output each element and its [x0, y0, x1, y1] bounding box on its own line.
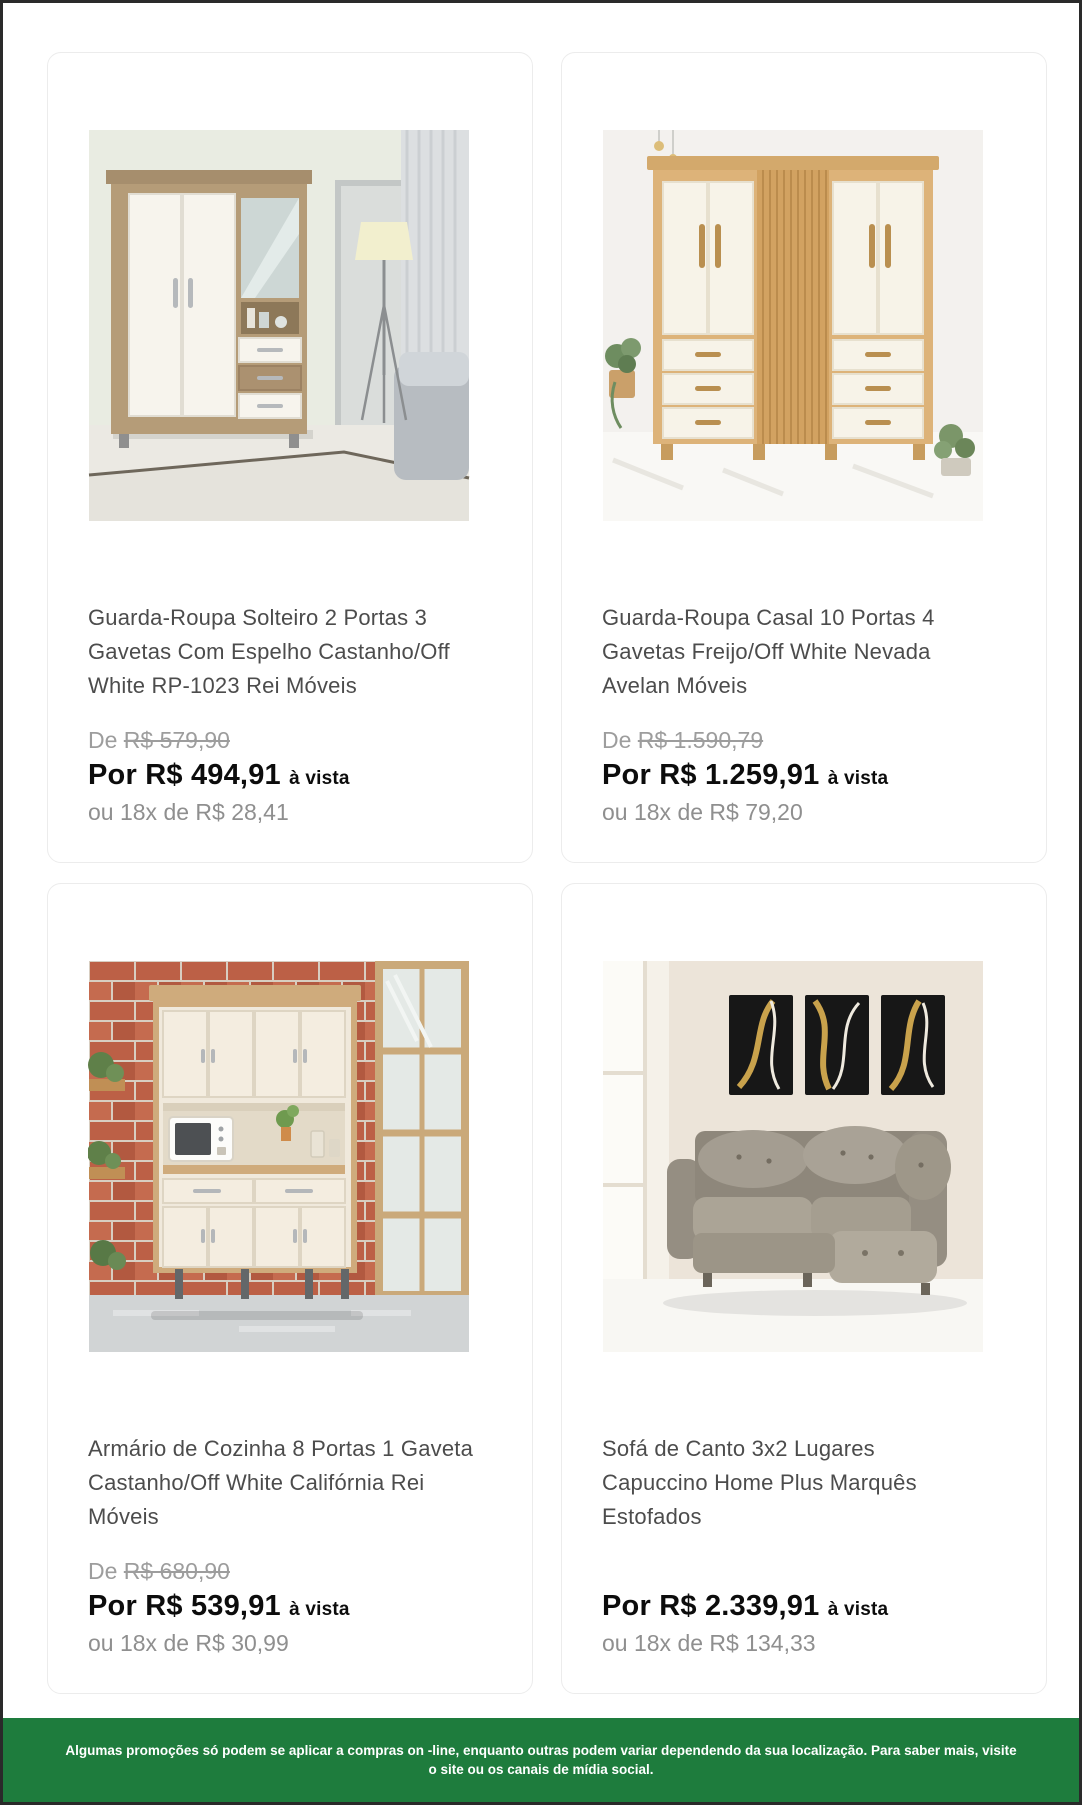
product-card[interactable] — [47, 883, 533, 1694]
price-block — [602, 724, 1008, 828]
product-card[interactable] — [561, 883, 1047, 1694]
price-value: R$ 494,91 — [145, 759, 281, 791]
product-image[interactable] — [602, 130, 984, 521]
installment-line: ou 18x de R$ 28,41 — [88, 799, 289, 825]
old-price-value: R$ 1.590,79 — [637, 727, 764, 753]
product-card[interactable] — [47, 52, 533, 863]
single-wardrobe-with-mirror-illustration — [88, 130, 470, 521]
product-image[interactable] — [88, 130, 470, 521]
price-block — [602, 1555, 1008, 1659]
promo-disclaimer-bar — [3, 1718, 1079, 1802]
old-price-value: R$ 680,90 — [123, 1558, 230, 1584]
price-value: R$ 2.339,91 — [659, 1590, 820, 1622]
product-image[interactable] — [602, 961, 984, 1352]
product-title-line: Capuccino Home Plus Marquês — [602, 1470, 917, 1495]
product-title — [602, 1432, 1008, 1534]
double-wardrobe-10-doors-illustration — [602, 130, 984, 521]
old-price-value: R$ 579,90 — [123, 727, 230, 753]
old-price-prefix: De — [88, 1558, 118, 1584]
product-title-line: White RP-1023 Rei Móveis — [88, 673, 357, 698]
price-prefix: Por — [88, 1590, 137, 1622]
installment-line: ou 18x de R$ 79,20 — [602, 799, 803, 825]
old-price-prefix: De — [88, 727, 118, 753]
current-price-line — [602, 1588, 1008, 1628]
price-value: R$ 1.259,91 — [659, 759, 820, 791]
price-prefix: Por — [602, 759, 651, 791]
cash-label: à vista — [289, 768, 350, 789]
price-block — [88, 724, 494, 828]
disclaimer-line: Algumas promoções só podem se aplicar a compras on -line, enquanto outras podem variar dependendo da sua localização. Para saber mais, visite — [65, 1743, 1017, 1758]
product-title — [88, 601, 494, 703]
product-title-line: Guarda-Roupa Solteiro 2 Portas 3 — [88, 605, 428, 630]
product-title-line: Móveis — [88, 1504, 159, 1529]
installment-line: ou 18x de R$ 134,33 — [602, 1630, 816, 1656]
disclaimer-line: o site ou os canais de mídia social. — [428, 1762, 654, 1777]
product-title-line: Sofá de Canto 3x2 Lugares — [602, 1436, 875, 1461]
current-price-line — [88, 757, 494, 797]
cash-label: à vista — [827, 768, 889, 789]
product-title-line: Castanho/Off White Califórnia Rei — [88, 1470, 425, 1495]
installment-line: ou 18x de R$ 30,99 — [88, 1630, 289, 1656]
product-title-line: Estofados — [602, 1504, 702, 1529]
cash-label: à vista — [827, 1599, 889, 1620]
product-grid — [47, 52, 1047, 1694]
current-price-line — [88, 1588, 494, 1628]
price-prefix: Por — [602, 1590, 651, 1622]
product-title-line: Guarda-Roupa Casal 10 Portas 4 — [602, 605, 935, 630]
price-block — [88, 1555, 494, 1659]
kitchen-cabinet-illustration — [88, 961, 470, 1352]
price-prefix: Por — [88, 759, 137, 791]
product-title-line: Gavetas Com Espelho Castanho/Off — [88, 639, 450, 664]
cash-label: à vista — [289, 1599, 350, 1620]
old-price-prefix: De — [602, 727, 632, 753]
old-price-line — [88, 1555, 494, 1588]
product-image[interactable] — [88, 961, 470, 1352]
product-title-line: Armário de Cozinha 8 Portas 1 Gaveta — [88, 1436, 474, 1461]
old-price-line — [602, 724, 1008, 757]
product-title-line: Gavetas Freijo/Off White Nevada — [602, 639, 931, 664]
product-title — [602, 601, 1008, 703]
product-title-line: Avelan Móveis — [602, 673, 748, 698]
old-price-line — [88, 724, 494, 757]
product-title — [88, 1432, 494, 1534]
product-card[interactable] — [561, 52, 1047, 863]
price-value: R$ 539,91 — [145, 1590, 281, 1622]
current-price-line — [602, 757, 1008, 797]
corner-sofa-illustration — [602, 961, 984, 1352]
